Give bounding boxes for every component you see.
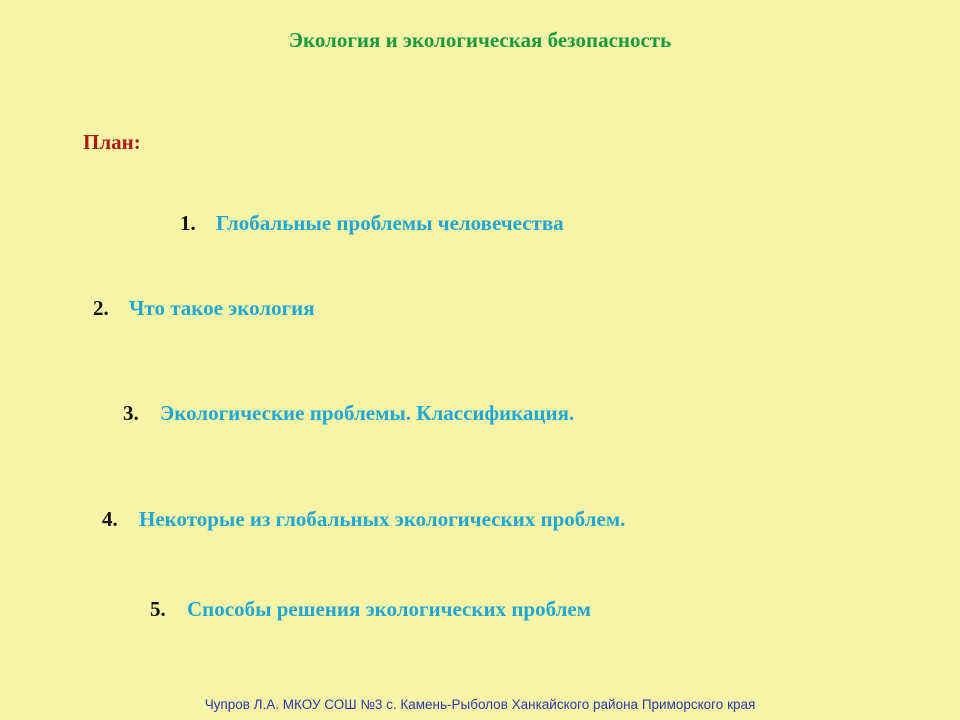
plan-item-text: Способы решения экологических проблем bbox=[187, 597, 591, 621]
plan-item-text: Глобальные проблемы человечества bbox=[216, 211, 564, 235]
plan-item-2 bbox=[93, 296, 315, 321]
plan-item-number: 1. bbox=[180, 211, 196, 235]
plan-item-3 bbox=[123, 401, 574, 426]
plan-label: План: bbox=[83, 130, 141, 154]
plan-item-text: Некоторые из глобальных экологических проблем. bbox=[139, 507, 626, 531]
plan-item-number: 2. bbox=[93, 296, 109, 320]
slide-title: Экология и экологическая безопасность bbox=[288, 28, 672, 52]
footer-credit: Чупров Л.А. МКОУ СОШ №3 с. Камень-Рыболов Ханкайского района Приморского края bbox=[204, 697, 756, 712]
plan-item-number: 4. bbox=[102, 507, 118, 531]
plan-item-text: Что такое экология bbox=[129, 296, 315, 320]
plan-item-5 bbox=[150, 597, 591, 622]
plan-item-text: Экологические проблемы. Классификация. bbox=[160, 401, 575, 425]
plan-item-1 bbox=[180, 211, 564, 236]
plan-item-number: 3. bbox=[123, 401, 139, 425]
plan-item-4 bbox=[102, 507, 625, 532]
plan-item-number: 5. bbox=[150, 597, 166, 621]
